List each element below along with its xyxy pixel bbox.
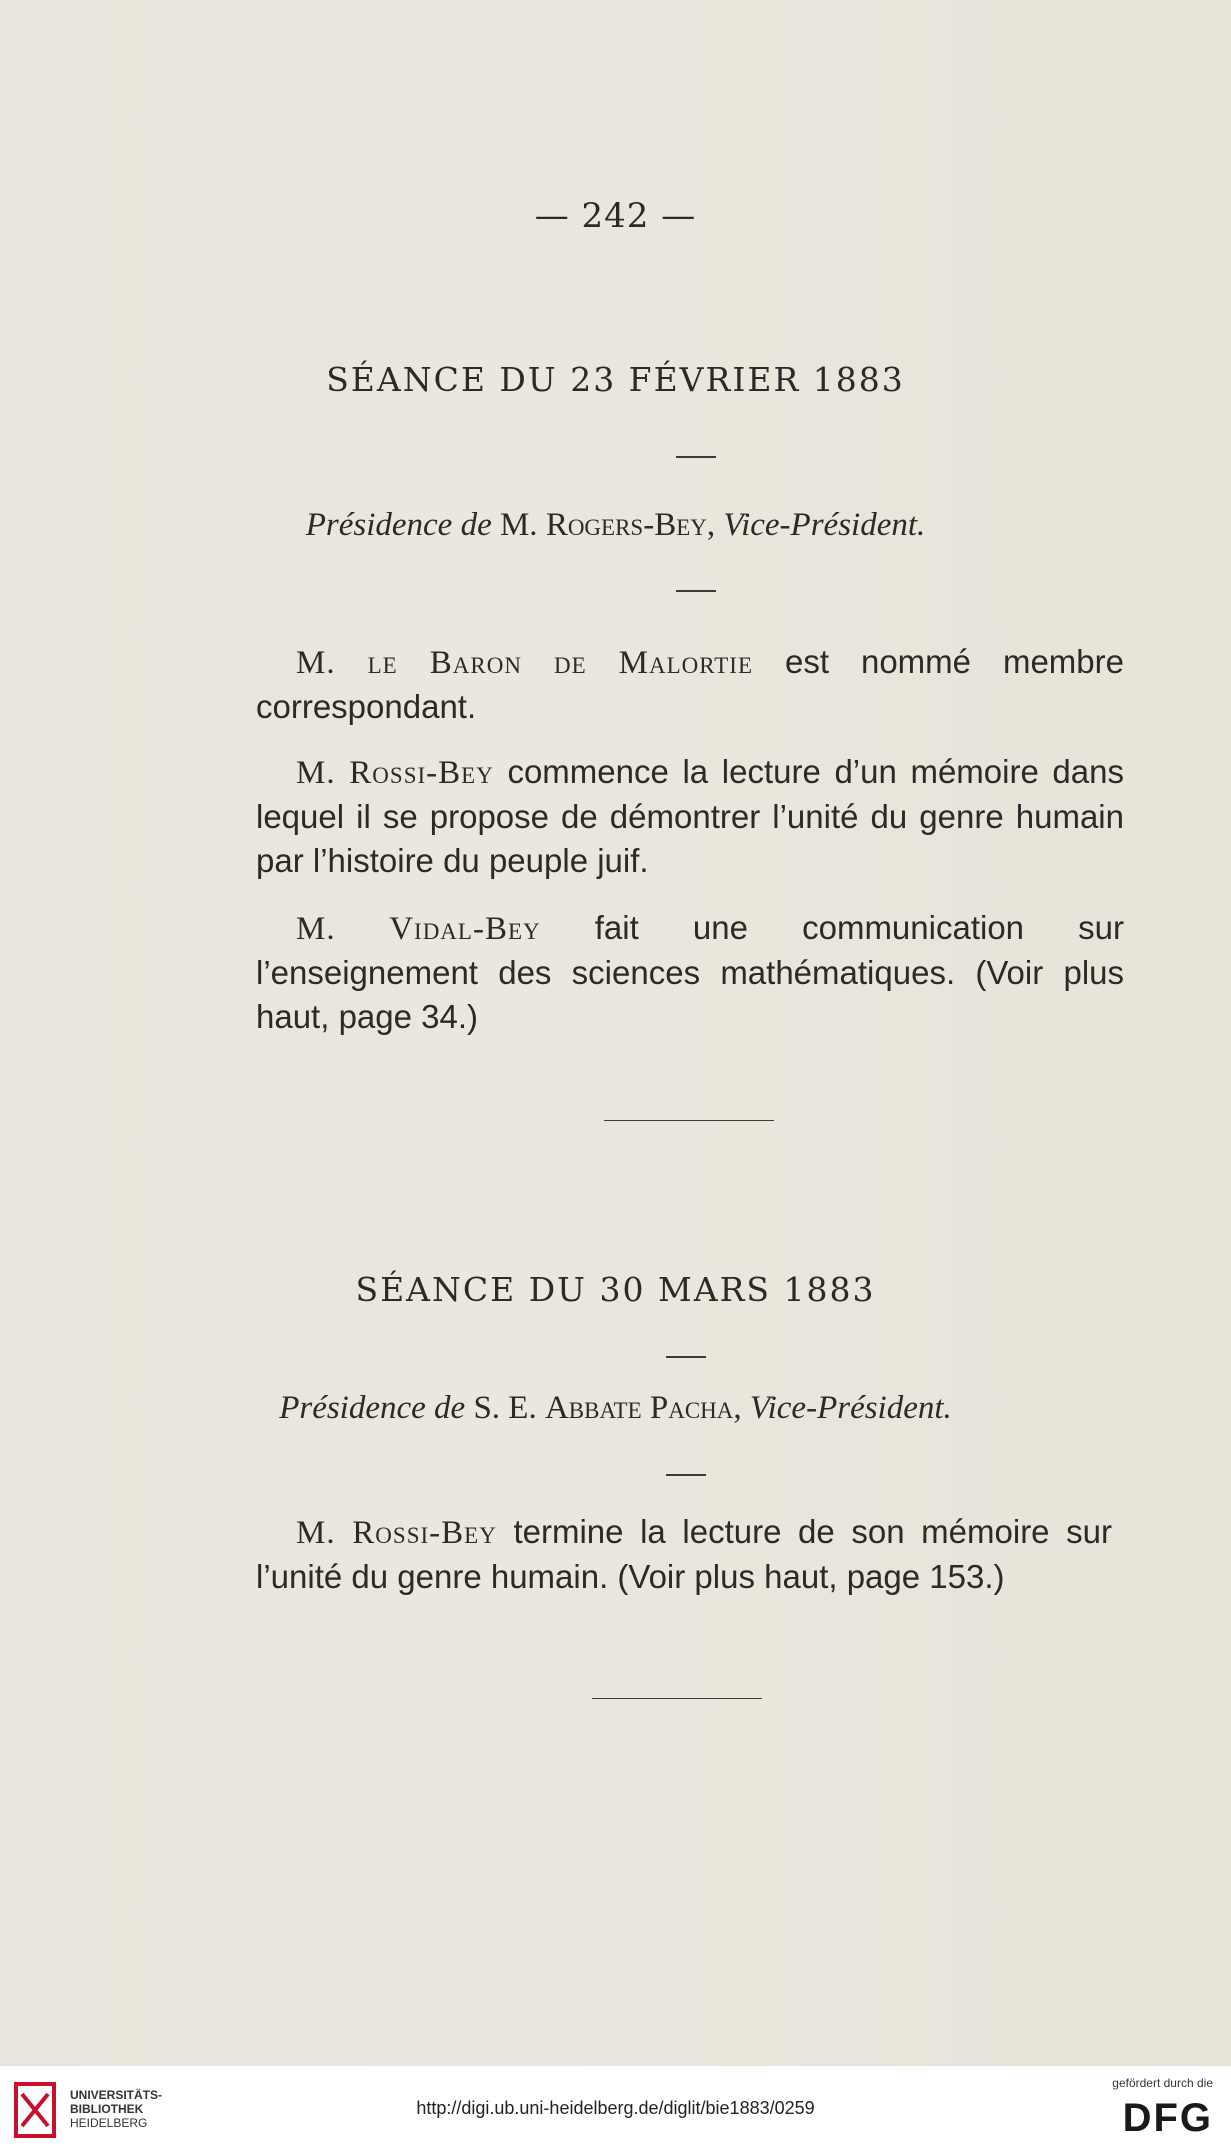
session-heading-1: SÉANCE DU 23 FÉVRIER 1883 [326, 360, 905, 399]
paragraph-text: commence la lecture d’un mémoire dans lequel il se propose de démontrer l’unité du genre humain par l’histoire du peuple juif. [256, 753, 1124, 879]
paragraph-text: termine la lecture de son mémoire sur l’unité du genre humain. (Voir plus haut, page 153.) [256, 1513, 1112, 1595]
short-rule [676, 456, 716, 458]
short-rule [666, 1474, 706, 1476]
paragraph [256, 1510, 1112, 1599]
presidence-role: Vice-Président. [723, 507, 926, 543]
viewer-footer [0, 2066, 1231, 2154]
document-url-link[interactable]: http://digi.ub.uni-heidelberg.de/diglit/bie1883/0259 [416, 2098, 815, 2118]
paragraph [256, 640, 1124, 729]
presidence-line-1 [0, 507, 1231, 544]
presidence-name: Abbate Pacha, [544, 1390, 742, 1426]
paragraph-text: fait une communication sur l’enseignement des sciences mathématiques. (Voir plus haut, page 34.) [256, 909, 1125, 1035]
section-divider [604, 1120, 774, 1121]
funding-note: gefördert durch die [1112, 2076, 1213, 2090]
session-heading-2: SÉANCE DU 30 MARS 1883 [355, 1270, 876, 1309]
dfg-logo: DFG [1122, 2096, 1213, 2140]
presidence-title: S. E. [473, 1390, 537, 1426]
member-name: M. Rossi-Bey [296, 755, 494, 791]
paragraph [256, 906, 1124, 1039]
paragraph [256, 750, 1124, 883]
library-name: UNIVERSITÄTS- BIBLIOTHEK HEIDELBERG [70, 2088, 163, 2130]
page-number: — 242 — [534, 196, 697, 236]
presidence-prefix: Présidence de [279, 1390, 466, 1426]
presidence-title: M. [499, 507, 538, 543]
presidence-name: Rogers-Bey, [545, 507, 716, 543]
member-name: M. le Baron de Malortie [296, 645, 754, 681]
paragraph-text: est nommé membre correspondant. [256, 643, 1124, 725]
member-name: M. Vidal-Bey [296, 911, 541, 947]
member-name: M. Rossi-Bey [296, 1515, 497, 1551]
presidence-role: Vice-Président. [749, 1390, 952, 1426]
presidence-prefix: Présidence de [305, 507, 492, 543]
presidence-line-2 [0, 1390, 1231, 1427]
section-divider [592, 1698, 762, 1699]
short-rule [666, 1356, 706, 1358]
short-rule [676, 590, 716, 592]
